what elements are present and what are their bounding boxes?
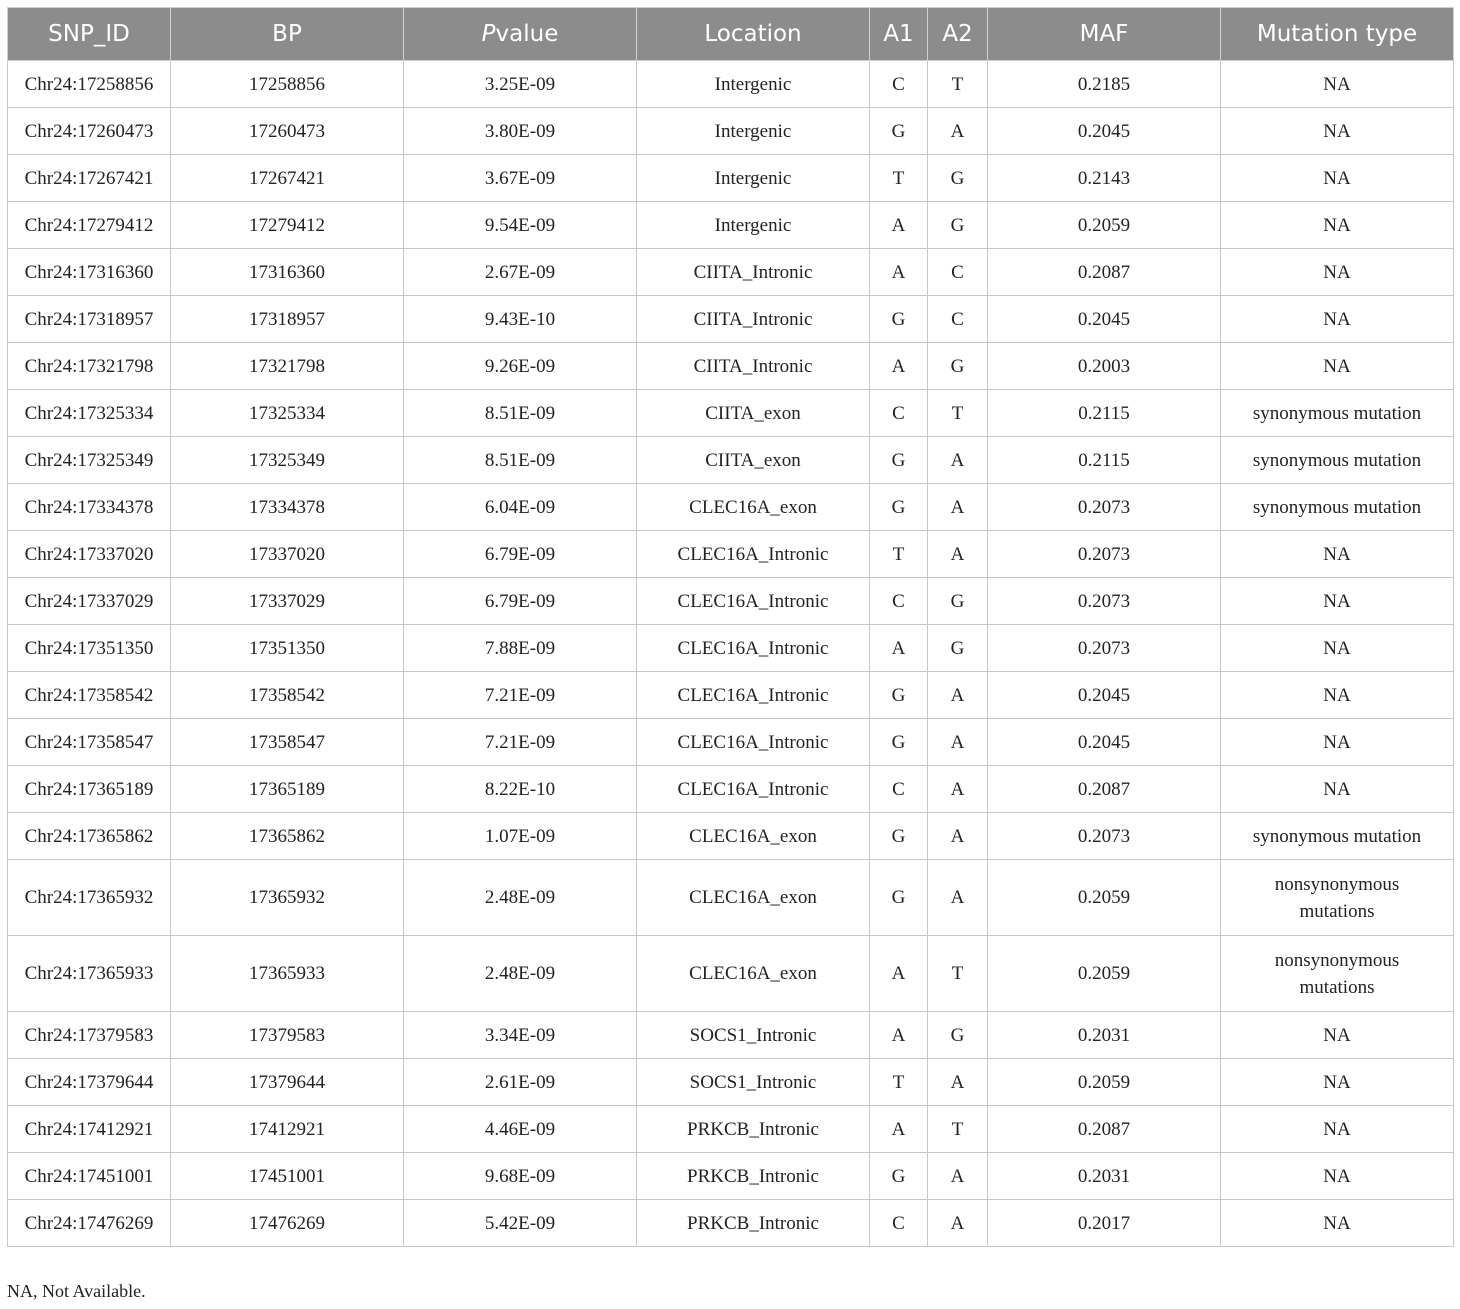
table-row xyxy=(8,437,1454,484)
cell-mutation-type: NA xyxy=(1221,108,1454,155)
cell-mutation-type: NA xyxy=(1221,719,1454,766)
cell-mutation-type: NA xyxy=(1221,578,1454,625)
cell-location: CIITA_Intronic xyxy=(637,249,870,296)
cell-a1: C xyxy=(870,578,928,625)
cell-mutation-type: synonymous mutation xyxy=(1221,437,1454,484)
cell-snp-id: Chr24:17321798 xyxy=(8,343,171,390)
cell-location: CIITA_exon xyxy=(637,437,870,484)
cell-location: SOCS1_Intronic xyxy=(637,1012,870,1059)
cell-snp-id: Chr24:17325349 xyxy=(8,437,171,484)
cell-a2: A xyxy=(928,437,988,484)
cell-location: CLEC16A_exon xyxy=(637,860,870,936)
cell-maf: 0.2073 xyxy=(988,813,1221,860)
cell-a1: G xyxy=(870,108,928,155)
cell-bp: 17351350 xyxy=(171,625,404,672)
cell-snp-id: Chr24:17279412 xyxy=(8,202,171,249)
cell-a2: A xyxy=(928,1200,988,1247)
cell-mutation-type: NA xyxy=(1221,1106,1454,1153)
cell-maf: 0.2115 xyxy=(988,390,1221,437)
cell-a2: G xyxy=(928,202,988,249)
cell-mutation-type: NA xyxy=(1221,1153,1454,1200)
cell-mutation-type: NA xyxy=(1221,343,1454,390)
cell-location: PRKCB_Intronic xyxy=(637,1153,870,1200)
cell-a1: A xyxy=(870,249,928,296)
cell-bp: 17267421 xyxy=(171,155,404,202)
cell-location: Intergenic xyxy=(637,202,870,249)
cell-pvalue: 2.61E-09 xyxy=(404,1059,637,1106)
cell-a2: A xyxy=(928,813,988,860)
cell-bp: 17358547 xyxy=(171,719,404,766)
cell-maf: 0.2073 xyxy=(988,578,1221,625)
header-bp: BP xyxy=(171,8,404,61)
cell-a1: G xyxy=(870,484,928,531)
table-row xyxy=(8,249,1454,296)
cell-a2: A xyxy=(928,1153,988,1200)
cell-maf: 0.2059 xyxy=(988,1059,1221,1106)
cell-maf: 0.2059 xyxy=(988,936,1221,1012)
cell-pvalue: 5.42E-09 xyxy=(404,1200,637,1247)
cell-a2: G xyxy=(928,625,988,672)
cell-location: CLEC16A_exon xyxy=(637,936,870,1012)
cell-snp-id: Chr24:17379583 xyxy=(8,1012,171,1059)
cell-pvalue: 7.21E-09 xyxy=(404,672,637,719)
cell-a2: C xyxy=(928,249,988,296)
cell-mutation-type: NA xyxy=(1221,61,1454,108)
cell-bp: 17337020 xyxy=(171,531,404,578)
cell-location: CLEC16A_Intronic xyxy=(637,766,870,813)
cell-location: Intergenic xyxy=(637,108,870,155)
table-row xyxy=(8,390,1454,437)
cell-maf: 0.2045 xyxy=(988,296,1221,343)
cell-a1: G xyxy=(870,860,928,936)
cell-a2: A xyxy=(928,766,988,813)
cell-a1: C xyxy=(870,61,928,108)
cell-a2: T xyxy=(928,1106,988,1153)
cell-location: CLEC16A_Intronic xyxy=(637,672,870,719)
cell-pvalue: 8.22E-10 xyxy=(404,766,637,813)
cell-a2: G xyxy=(928,155,988,202)
cell-mutation-type: synonymous mutation xyxy=(1221,484,1454,531)
cell-mutation-type: NA xyxy=(1221,155,1454,202)
cell-location: CLEC16A_Intronic xyxy=(637,625,870,672)
cell-mutation-type: NA xyxy=(1221,672,1454,719)
table-row xyxy=(8,813,1454,860)
cell-location: CIITA_Intronic xyxy=(637,296,870,343)
cell-pvalue: 6.79E-09 xyxy=(404,531,637,578)
cell-a1: A xyxy=(870,343,928,390)
cell-bp: 17412921 xyxy=(171,1106,404,1153)
cell-maf: 0.2073 xyxy=(988,625,1221,672)
cell-bp: 17365932 xyxy=(171,860,404,936)
cell-pvalue: 3.80E-09 xyxy=(404,108,637,155)
cell-mutation-type: synonymous mutation xyxy=(1221,813,1454,860)
cell-a2: T xyxy=(928,936,988,1012)
snp-table-container xyxy=(7,7,1453,1247)
cell-pvalue: 2.67E-09 xyxy=(404,249,637,296)
cell-bp: 17318957 xyxy=(171,296,404,343)
cell-pvalue: 7.88E-09 xyxy=(404,625,637,672)
table-row xyxy=(8,484,1454,531)
cell-pvalue: 8.51E-09 xyxy=(404,437,637,484)
table-row xyxy=(8,155,1454,202)
table-row xyxy=(8,1200,1454,1247)
cell-bp: 17258856 xyxy=(171,61,404,108)
cell-a1: A xyxy=(870,936,928,1012)
cell-snp-id: Chr24:17412921 xyxy=(8,1106,171,1153)
cell-pvalue: 1.07E-09 xyxy=(404,813,637,860)
cell-snp-id: Chr24:17476269 xyxy=(8,1200,171,1247)
cell-a1: C xyxy=(870,390,928,437)
cell-snp-id: Chr24:17451001 xyxy=(8,1153,171,1200)
cell-a1: G xyxy=(870,813,928,860)
table-row xyxy=(8,343,1454,390)
table-row xyxy=(8,578,1454,625)
cell-bp: 17365189 xyxy=(171,766,404,813)
table-row xyxy=(8,61,1454,108)
cell-pvalue: 9.43E-10 xyxy=(404,296,637,343)
cell-mutation-type: NA xyxy=(1221,766,1454,813)
cell-bp: 17379583 xyxy=(171,1012,404,1059)
cell-maf: 0.2185 xyxy=(988,61,1221,108)
cell-snp-id: Chr24:17379644 xyxy=(8,1059,171,1106)
cell-mutation-type: NA xyxy=(1221,531,1454,578)
cell-snp-id: Chr24:17337029 xyxy=(8,578,171,625)
cell-location: Intergenic xyxy=(637,61,870,108)
cell-bp: 17365862 xyxy=(171,813,404,860)
cell-mutation-type: synonymous mutation xyxy=(1221,390,1454,437)
cell-location: CLEC16A_exon xyxy=(637,484,870,531)
cell-a1: T xyxy=(870,1059,928,1106)
cell-a1: G xyxy=(870,719,928,766)
cell-mutation-type: nonsynonymous mutations xyxy=(1221,936,1454,1012)
cell-snp-id: Chr24:17351350 xyxy=(8,625,171,672)
cell-a1: G xyxy=(870,1153,928,1200)
cell-maf: 0.2073 xyxy=(988,484,1221,531)
cell-pvalue: 6.79E-09 xyxy=(404,578,637,625)
cell-a1: G xyxy=(870,296,928,343)
cell-a2: G xyxy=(928,343,988,390)
cell-maf: 0.2143 xyxy=(988,155,1221,202)
cell-a1: T xyxy=(870,531,928,578)
table-row xyxy=(8,531,1454,578)
cell-pvalue: 8.51E-09 xyxy=(404,390,637,437)
table-row xyxy=(8,936,1454,1012)
cell-location: PRKCB_Intronic xyxy=(637,1200,870,1247)
cell-bp: 17321798 xyxy=(171,343,404,390)
cell-pvalue: 9.68E-09 xyxy=(404,1153,637,1200)
cell-mutation-type: NA xyxy=(1221,625,1454,672)
table-row xyxy=(8,296,1454,343)
cell-snp-id: Chr24:17318957 xyxy=(8,296,171,343)
cell-pvalue: 9.26E-09 xyxy=(404,343,637,390)
header-a2: A2 xyxy=(928,8,988,61)
table-row xyxy=(8,1059,1454,1106)
cell-maf: 0.2031 xyxy=(988,1153,1221,1200)
cell-pvalue: 2.48E-09 xyxy=(404,860,637,936)
cell-a2: T xyxy=(928,390,988,437)
cell-location: CIITA_exon xyxy=(637,390,870,437)
table-row xyxy=(8,719,1454,766)
cell-a2: C xyxy=(928,296,988,343)
cell-pvalue: 9.54E-09 xyxy=(404,202,637,249)
cell-maf: 0.2045 xyxy=(988,719,1221,766)
cell-a2: A xyxy=(928,531,988,578)
cell-snp-id: Chr24:17258856 xyxy=(8,61,171,108)
table-row xyxy=(8,1012,1454,1059)
cell-mutation-type: NA xyxy=(1221,202,1454,249)
cell-location: CLEC16A_Intronic xyxy=(637,719,870,766)
header-snp-id: SNP_ID xyxy=(8,8,171,61)
cell-maf: 0.2087 xyxy=(988,249,1221,296)
table-row xyxy=(8,860,1454,936)
header-mutation-type: Mutation type xyxy=(1221,8,1454,61)
cell-location: PRKCB_Intronic xyxy=(637,1106,870,1153)
header-maf: MAF xyxy=(988,8,1221,61)
cell-a2: G xyxy=(928,1012,988,1059)
cell-snp-id: Chr24:17358547 xyxy=(8,719,171,766)
cell-bp: 17325349 xyxy=(171,437,404,484)
cell-bp: 17476269 xyxy=(171,1200,404,1247)
cell-maf: 0.2017 xyxy=(988,1200,1221,1247)
cell-maf: 0.2059 xyxy=(988,202,1221,249)
cell-a2: A xyxy=(928,719,988,766)
cell-a1: T xyxy=(870,155,928,202)
cell-mutation-type: nonsynonymous mutations xyxy=(1221,860,1454,936)
cell-location: CLEC16A_Intronic xyxy=(637,578,870,625)
cell-snp-id: Chr24:17365189 xyxy=(8,766,171,813)
cell-mutation-type: NA xyxy=(1221,249,1454,296)
cell-bp: 17325334 xyxy=(171,390,404,437)
table-body xyxy=(8,61,1454,1247)
cell-snp-id: Chr24:17260473 xyxy=(8,108,171,155)
cell-maf: 0.2115 xyxy=(988,437,1221,484)
table-row xyxy=(8,625,1454,672)
cell-bp: 17379644 xyxy=(171,1059,404,1106)
footnote: NA, Not Available. xyxy=(7,1281,146,1301)
cell-pvalue: 3.67E-09 xyxy=(404,155,637,202)
cell-maf: 0.2073 xyxy=(988,531,1221,578)
cell-a2: G xyxy=(928,578,988,625)
cell-snp-id: Chr24:17365933 xyxy=(8,936,171,1012)
cell-a1: A xyxy=(870,1106,928,1153)
cell-location: CLEC16A_exon xyxy=(637,813,870,860)
cell-bp: 17260473 xyxy=(171,108,404,155)
table-row xyxy=(8,1153,1454,1200)
cell-a1: C xyxy=(870,1200,928,1247)
cell-snp-id: Chr24:17316360 xyxy=(8,249,171,296)
cell-pvalue: 2.48E-09 xyxy=(404,936,637,1012)
cell-mutation-type: NA xyxy=(1221,296,1454,343)
cell-bp: 17451001 xyxy=(171,1153,404,1200)
cell-snp-id: Chr24:17337020 xyxy=(8,531,171,578)
cell-pvalue: 7.21E-09 xyxy=(404,719,637,766)
cell-a2: A xyxy=(928,484,988,531)
cell-mutation-type: NA xyxy=(1221,1012,1454,1059)
cell-location: CLEC16A_Intronic xyxy=(637,531,870,578)
cell-location: CIITA_Intronic xyxy=(637,343,870,390)
cell-location: SOCS1_Intronic xyxy=(637,1059,870,1106)
cell-bp: 17358542 xyxy=(171,672,404,719)
header-a1: A1 xyxy=(870,8,928,61)
table-row xyxy=(8,672,1454,719)
cell-a2: T xyxy=(928,61,988,108)
cell-bp: 17316360 xyxy=(171,249,404,296)
cell-bp: 17334378 xyxy=(171,484,404,531)
cell-bp: 17279412 xyxy=(171,202,404,249)
cell-maf: 0.2087 xyxy=(988,1106,1221,1153)
cell-a1: A xyxy=(870,202,928,249)
table-row xyxy=(8,1106,1454,1153)
header-pvalue xyxy=(404,8,637,61)
cell-mutation-type: NA xyxy=(1221,1059,1454,1106)
header-pvalue-p: P xyxy=(481,21,496,47)
cell-maf: 0.2031 xyxy=(988,1012,1221,1059)
table-row xyxy=(8,108,1454,155)
cell-snp-id: Chr24:17365862 xyxy=(8,813,171,860)
cell-maf: 0.2045 xyxy=(988,108,1221,155)
cell-snp-id: Chr24:17267421 xyxy=(8,155,171,202)
snp-table xyxy=(7,7,1454,1247)
cell-maf: 0.2059 xyxy=(988,860,1221,936)
header-pvalue-rest: value xyxy=(495,21,559,47)
cell-location: Intergenic xyxy=(637,155,870,202)
cell-pvalue: 4.46E-09 xyxy=(404,1106,637,1153)
cell-snp-id: Chr24:17365932 xyxy=(8,860,171,936)
cell-a1: A xyxy=(870,625,928,672)
cell-snp-id: Chr24:17358542 xyxy=(8,672,171,719)
cell-a2: A xyxy=(928,1059,988,1106)
cell-a1: G xyxy=(870,672,928,719)
cell-a2: A xyxy=(928,672,988,719)
cell-snp-id: Chr24:17334378 xyxy=(8,484,171,531)
cell-bp: 17337029 xyxy=(171,578,404,625)
cell-pvalue: 6.04E-09 xyxy=(404,484,637,531)
cell-maf: 0.2087 xyxy=(988,766,1221,813)
header-location: Location xyxy=(637,8,870,61)
cell-a1: G xyxy=(870,437,928,484)
cell-bp: 17365933 xyxy=(171,936,404,1012)
cell-maf: 0.2003 xyxy=(988,343,1221,390)
cell-a1: C xyxy=(870,766,928,813)
cell-pvalue: 3.34E-09 xyxy=(404,1012,637,1059)
cell-a1: A xyxy=(870,1012,928,1059)
cell-a2: A xyxy=(928,860,988,936)
table-row xyxy=(8,202,1454,249)
table-row xyxy=(8,766,1454,813)
cell-snp-id: Chr24:17325334 xyxy=(8,390,171,437)
cell-a2: A xyxy=(928,108,988,155)
cell-mutation-type: NA xyxy=(1221,1200,1454,1247)
cell-maf: 0.2045 xyxy=(988,672,1221,719)
cell-pvalue: 3.25E-09 xyxy=(404,61,637,108)
table-header-row xyxy=(8,8,1454,61)
